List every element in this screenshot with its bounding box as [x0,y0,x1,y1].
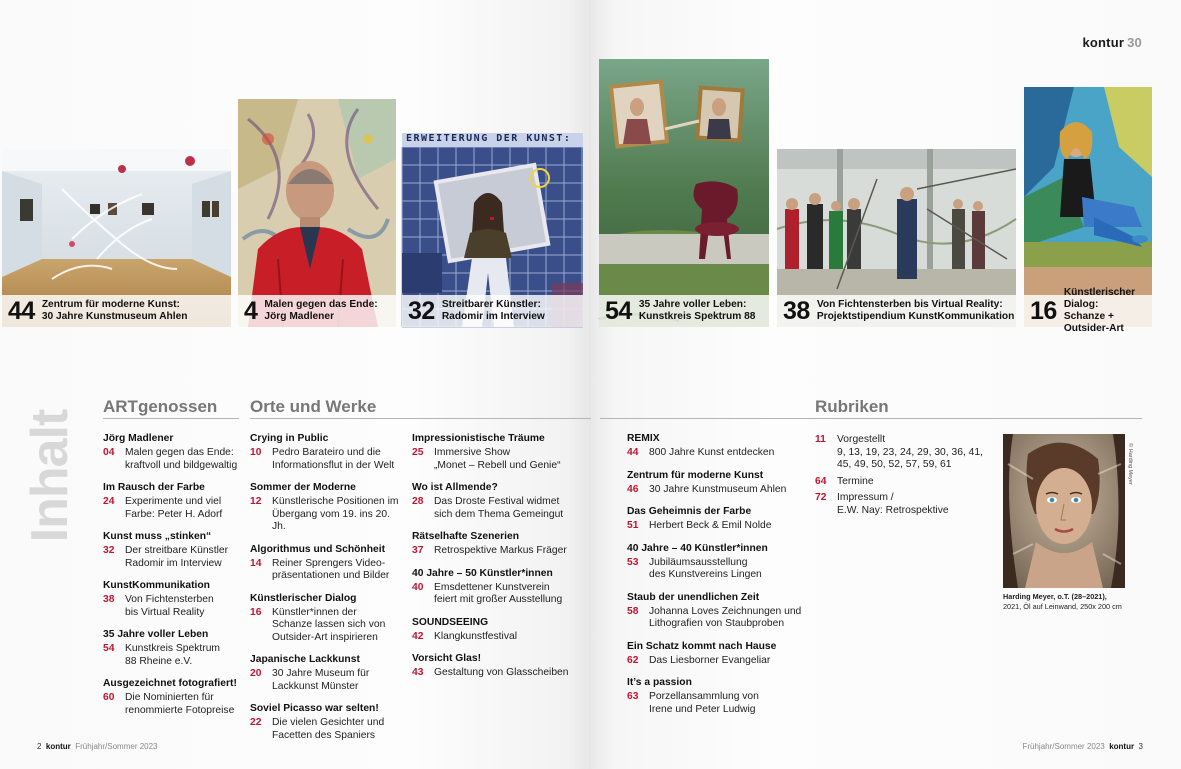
entry-heading: SOUNDSEEING [412,616,489,628]
entry-heading: Ein Schatz kommt nach Hause [627,640,777,652]
contents-column [627,432,807,725]
contents-entry[interactable] [103,530,243,570]
entry-page: 10 [250,447,262,458]
entry-page: 64 [815,475,827,487]
entry-heading: Im Rausch der Farbe [103,482,205,493]
entry-page: 24 [103,496,115,507]
contents-entry[interactable] [412,567,582,607]
entry-heading: 40 Jahre – 40 Künstler*innen [627,542,768,554]
feature-page-number: 16 [1030,296,1057,325]
entry-heading: It’s a passion [627,677,692,688]
entry-text: Reiner Sprengers Video- präsentationen und Bilder [272,557,390,581]
entry-text: Das Liesborner Evangeliar [649,654,771,666]
entry-heading: 40 Jahre – 50 Künstler*innen [412,567,553,579]
entry-text: 30 Jahre Museum für Lackkunst Münster [272,668,370,692]
footer-page-number: 3 [1138,742,1143,751]
entry-heading: Soviel Picasso war selten! [250,703,379,714]
entry-heading: Impressionistische Träume [412,433,545,444]
footer-brand: kontur [1109,742,1135,751]
entry-page: 54 [103,643,115,654]
rubrik-entry[interactable] [815,476,990,489]
entry-page: 16 [250,606,262,618]
contents-entry[interactable] [250,432,402,472]
contents-column [103,432,243,726]
entry-text: Experimente und viel Farbe: Peter H. Adorf [125,496,223,520]
entry-page: 43 [412,667,424,678]
feature-page-number: 54 [605,296,632,325]
feature-page-number: 38 [783,296,810,325]
entry-page: 25 [412,447,424,458]
contents-entry[interactable] [627,591,807,631]
entry-page: 14 [250,557,262,569]
contents-title-text: Inhalt [21,409,79,542]
entry-text: Gestaltung von Glasscheiben [434,667,569,678]
contents-entry[interactable] [627,469,807,497]
entry-page: 46 [627,483,639,495]
entry-page: 38 [103,594,115,605]
section-divider [250,418,591,419]
entry-page: 11 [815,434,826,445]
entry-heading: REMIX [627,433,660,444]
feature-card[interactable] [599,59,769,327]
entry-page: 53 [627,556,639,568]
contents-title [22,398,78,553]
entry-page: 44 [627,447,639,458]
entry-text: Klangkunstfestival [434,630,517,642]
brand-logo [1082,35,1142,50]
contents-entry[interactable] [627,432,807,460]
feature-caption [238,295,396,327]
entry-page: 51 [627,520,639,531]
entry-text: Pedro Barateiro und die Informationsflut in der Welt [272,447,395,471]
portrait-artist: Harding Meyer, o.T. (28–2021), [1003,592,1107,601]
feature-page-number: 4 [244,296,258,325]
feature-card[interactable] [2,149,231,327]
entry-page: 63 [627,691,639,702]
entry-page: 58 [627,605,639,617]
contents-entry[interactable] [250,653,402,693]
feature-page-number: 32 [408,296,435,325]
feature-title: Künstlerischer Dialog: Schanze + Outsider-Art [1063,287,1136,334]
contents-entry[interactable] [103,481,243,521]
issue-number: 30 [1127,35,1142,50]
feature-image [599,59,769,327]
entry-text: Die vielen Gesichter und Facetten des Spaniers [272,717,385,741]
entry-heading: Das Geheimnis der Farbe [627,506,752,517]
entry-page: 28 [412,496,424,507]
feature-caption [402,295,583,327]
entry-page: 62 [627,654,639,666]
feature-caption [1024,287,1152,334]
portrait-credit [1126,434,1134,494]
entry-text: Jubiläumsausstellung des Kunstvereins Lingen [649,556,762,580]
footer-brand: kontur [45,742,71,751]
contents-entry[interactable] [103,677,243,717]
footer-left [37,742,158,751]
entry-text: Johanna Loves Zeichnungen und Lithografien von Staubproben [649,605,802,629]
contents-column [250,432,402,751]
feature-title: Malen gegen das Ende: Jörg Madlener [264,299,378,322]
entry-text: Malen gegen das Ende: kraftvoll und bildgewaltig [125,447,238,471]
entry-text: 800 Jahre Kunst entdecken [649,447,775,458]
feature-title: Von Fichtensterben bis Virtual Reality: Projektstipendium KunstKommunikation [816,299,1015,322]
section-heading-artgenossen: ARTgenossen [103,397,218,416]
entry-heading: Japanische Lackkunst [250,654,360,665]
entry-text: Porzellansammlung von Irene und Peter Ludwig [649,691,759,715]
entry-page: 04 [103,447,115,458]
entry-page: 40 [412,581,424,593]
rubrik-entry[interactable] [815,434,990,472]
contents-entry[interactable] [103,628,243,668]
entry-text: Von Fichtensterben bis Virtual Reality [125,594,214,618]
entry-text: Kunstkreis Spektrum 88 Rheine e.V. [125,643,220,667]
entry-page: 60 [103,692,115,703]
section-divider [103,418,239,419]
feature-title: Streitbarer Künstler: Radomir im Interview [441,299,545,322]
entry-text: Termine [837,475,874,487]
feature-caption [2,295,231,327]
footer-page-number: 2 [37,742,42,751]
contents-entry[interactable] [250,543,402,583]
entry-text: Künstler*innen der Schanze lassen sich von Outsider-Art inspirieren [272,606,386,643]
footer-right [1022,742,1143,751]
entry-heading: Kunst muss „stinken“ [103,531,212,542]
entry-page: 42 [412,630,424,642]
section-divider [600,418,1142,419]
portrait-details: 2021, Öl auf Leinwand, 250x 200 cm [1003,601,1122,611]
entry-heading: Zentrum für moderne Kunst [627,469,764,481]
entry-text: Emsdettener Kunstverein feiert mit großer Ausstellung [434,581,563,605]
brand-name: kontur [1082,35,1125,50]
feature-image [238,99,396,327]
entry-page: 20 [250,668,262,679]
rubriken-column [815,432,990,526]
entry-heading: KunstKommunikation [103,580,210,591]
entry-text: Retrospektive Markus Fräger [434,545,567,556]
feature-title: Zentrum für moderne Kunst: 30 Jahre Kunstmuseum Ahlen [41,299,188,322]
entry-text: Künstlerische Positionen im Übergang vom 19. ins 20. Jh. [272,496,399,532]
entry-page: 32 [103,545,115,556]
contents-entry[interactable] [627,676,807,716]
section-heading-orte-und-werke: Orte und Werke [250,397,377,416]
entry-text: Das Droste Festival widmet sich dem Thema Gemeingut [434,496,564,520]
contents-entry[interactable] [627,542,807,582]
entry-heading: Künstlerischer Dialog [250,592,357,604]
contents-column [412,432,582,689]
entry-page: 37 [412,545,424,556]
entry-heading: Crying in Public [250,433,329,444]
section-heading-rubriken: Rubriken [815,397,889,416]
feature-banner-text: ERWEITERUNG DER KUNST: [406,133,572,144]
entry-heading: Vorsicht Glas! [412,653,482,664]
entry-text: Der streitbare Künstler Radomir im Interview [125,545,229,569]
entry-text: Die Nominierten für renommierte Fotopreise [125,692,235,716]
entry-page: 22 [250,717,262,728]
feature-caption [599,295,769,327]
entry-heading: Jörg Madlener [103,433,174,444]
contents-entry[interactable] [250,481,402,534]
contents-entry[interactable] [250,592,402,645]
feature-card[interactable] [1024,87,1152,334]
contents-entry[interactable] [627,505,807,533]
feature-page-number: 44 [8,296,35,325]
feature-title: 35 Jahre voller Leben: Kunstkreis Spektrum 88 [638,299,756,322]
contents-entry[interactable] [103,432,243,472]
footer-issue: Frühjahr/Sommer 2023 [75,742,158,751]
entry-heading: Sommer der Moderne [250,482,356,493]
entry-text: Herbert Beck & Emil Nolde [649,520,772,531]
entry-heading: 35 Jahre voller Leben [103,629,209,640]
contents-entry[interactable] [412,481,582,521]
feature-card[interactable] [402,133,583,327]
entry-page: 72 [815,492,827,503]
feature-caption [777,295,1016,327]
contents-entry[interactable] [250,702,402,742]
contents-entry[interactable] [412,652,582,680]
contents-entry[interactable] [627,640,807,668]
contents-entry[interactable] [103,579,243,619]
entry-text: Immersive Show „Monet – Rebell und Genie“ [434,447,561,471]
contents-entry[interactable] [412,616,582,644]
entry-heading: Ausgezeichnet fotografiert! [103,678,237,689]
portrait-credit-text: © Harding Meyer [1127,443,1133,485]
contents-entry[interactable] [412,530,582,558]
contents-entry[interactable] [412,432,582,472]
rubrik-entry[interactable] [815,492,990,517]
entry-heading: Rätselhafte Szenerien [412,531,520,542]
entry-text: Vorgestellt 9, 13, 19, 23, 24, 29, 30, 36, 41, 45, 49, 50, 52, 57, 59, 61 [837,434,983,470]
entry-heading: Staub der unendlichen Zeit [627,591,760,603]
feature-card[interactable] [777,149,1016,327]
entry-text: Impressum / E.W. Nay: Retrospektive [837,492,949,516]
entry-page: 12 [250,496,262,507]
portrait-painting [1003,434,1125,588]
entry-text: 30 Jahre Kunstmuseum Ahlen [649,483,787,495]
entry-heading: Wo ist Allmende? [412,482,498,493]
footer-issue: Frühjahr/Sommer 2023 [1022,742,1105,751]
entry-heading: Algorithmus und Schönheit [250,543,385,555]
portrait-caption [1003,592,1122,611]
feature-card[interactable] [238,99,396,327]
